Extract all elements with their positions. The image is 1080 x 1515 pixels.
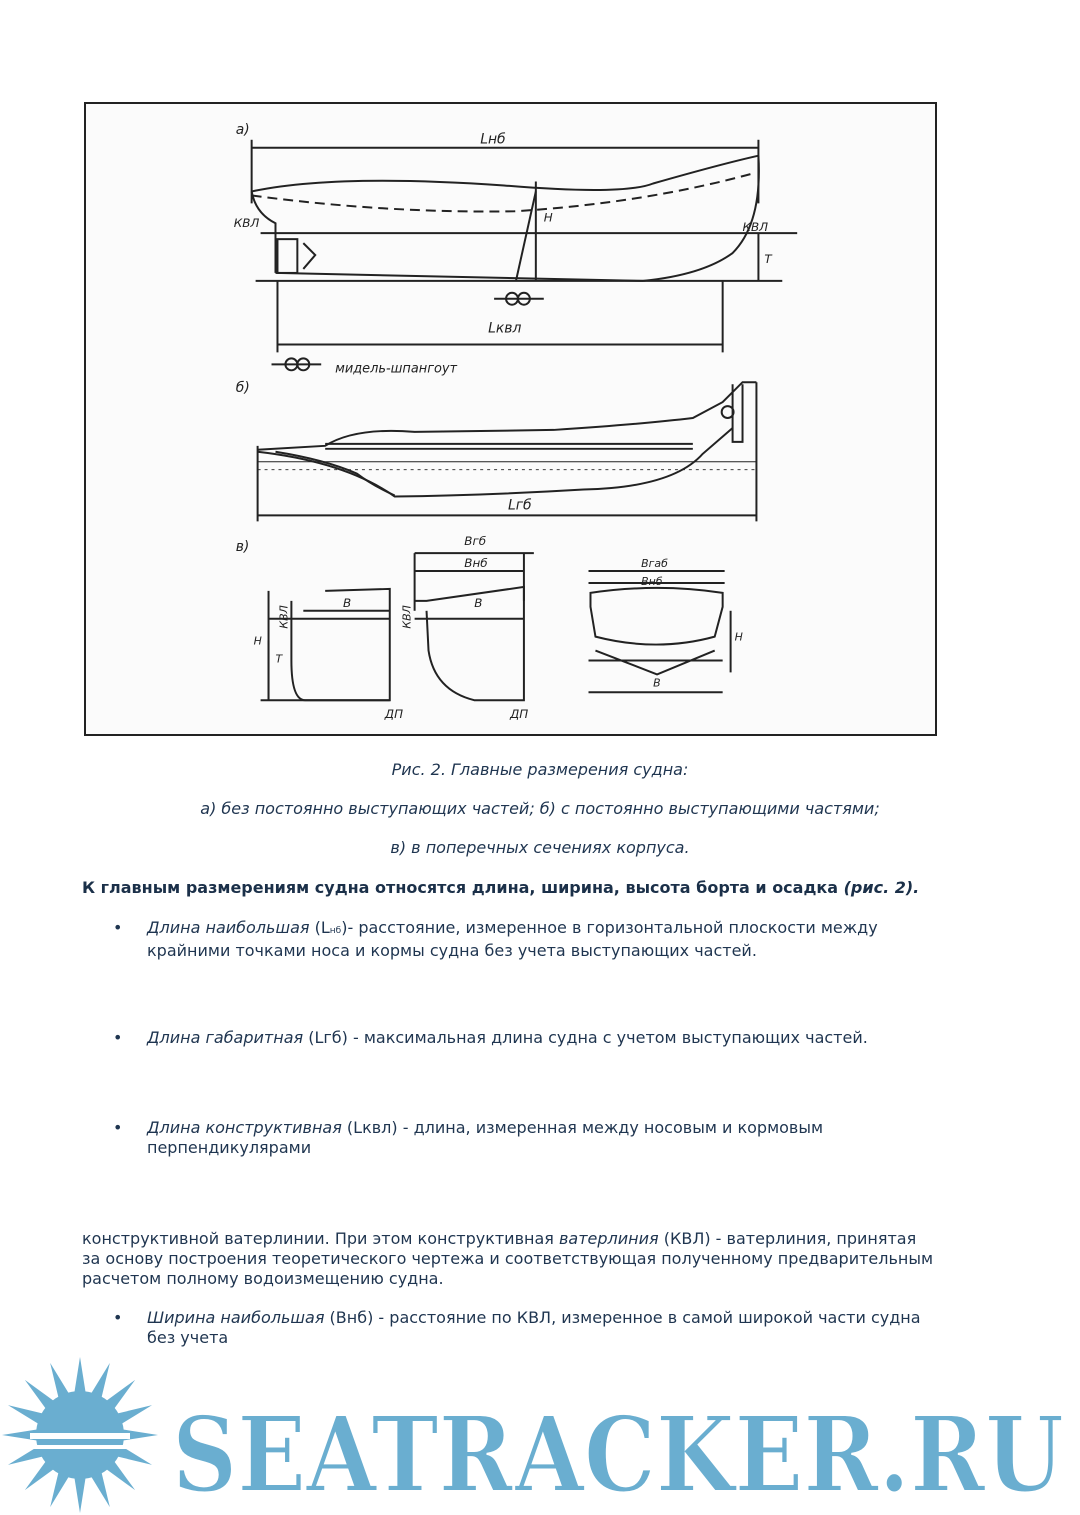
bullet-dot: •	[113, 1028, 123, 1047]
label-midship: мидель-шпангоут	[335, 361, 458, 377]
bullet-dot: •	[113, 1118, 123, 1137]
term-length-overall: Длина габаритная	[147, 1028, 304, 1047]
deck-line	[252, 156, 759, 192]
label-b: б)	[235, 380, 250, 397]
label-bgb: Bгб	[464, 534, 487, 549]
para-line-2: за основу построения теоретического чертежа и соответствующая полученному предварительным	[82, 1249, 934, 1268]
figure-caption-title: Рис. 2. Главные размерения судна:	[391, 760, 689, 779]
waterline-paragraph	[82, 1229, 1012, 1289]
label-h-r: H	[734, 630, 743, 644]
ship-dimensions-figure	[84, 102, 937, 736]
definition-line-1: (Lквл) - длина, измеренная между носовым и кормовым	[341, 1118, 824, 1137]
label-lkvl: Lквл	[488, 320, 522, 337]
para-line-3: расчетом полному водоизмещению судна.	[82, 1269, 444, 1288]
label-lgb: Lгб	[508, 497, 532, 514]
heading-figure-ref: (рис. 2).	[843, 878, 920, 897]
label-b1: B	[343, 595, 352, 610]
label-t-s: T	[275, 652, 283, 666]
label-b2: B	[474, 595, 483, 610]
watermark-text: SEATRACKER.RU	[172, 1393, 1064, 1515]
bullet-dot: •	[113, 1308, 123, 1327]
term-waterline: ватерлиния	[558, 1229, 659, 1248]
seatracker-watermark	[0, 1355, 1080, 1515]
label-bnb2: Bнб	[641, 574, 663, 588]
label-dp2: ДП	[510, 707, 529, 722]
bullet-dot: •	[113, 918, 123, 937]
figure-caption-ab: а) без постоянно выступающих частей; б) с постоянно выступающими частями;	[200, 799, 880, 818]
label-kvl-s2: КВЛ	[400, 605, 414, 629]
para-part-2: (КВЛ) - ватерлиния, принятая	[658, 1229, 917, 1248]
ship-drawing	[86, 104, 935, 734]
label-v: в)	[235, 539, 250, 556]
heading-text: К главным размерениям судна относятся длина, ширина, высота борта и осадка	[82, 878, 844, 897]
label-t: T	[764, 251, 772, 266]
label-bgab: Bгаб	[641, 557, 668, 571]
sun-logo-icon	[2, 1357, 158, 1513]
term-width-max: Ширина наибольшая	[147, 1308, 325, 1327]
term-length-max: Длина наибольшая	[147, 918, 310, 937]
definition-line-2: крайними точками носа и кормы судна без учета выступающих частей.	[147, 941, 757, 960]
term-length-design: Длина конструктивная	[147, 1118, 342, 1137]
label-lnb: Lнб	[480, 131, 506, 148]
watermark-graphic	[0, 1355, 1080, 1515]
term-symbol-close: )	[341, 918, 348, 937]
figure-caption-v: в) в поперечных сечениях корпуса.	[390, 838, 690, 857]
label-bnb: Bнб	[464, 556, 488, 571]
label-h-s: H	[253, 634, 262, 648]
label-kvl-s1: КВЛ	[277, 605, 291, 629]
definition: (Lгб) - максимальная длина судна с учетом выступающих частей.	[303, 1028, 868, 1047]
label-dp1: ДП	[384, 707, 404, 722]
label-b-r: B	[653, 676, 661, 690]
term-subscript: нб	[329, 926, 342, 936]
definition-line-2: перпендикулярами	[147, 1138, 312, 1157]
label-kvl-right: КВЛ	[742, 220, 769, 235]
term-symbol: (L	[309, 918, 330, 937]
label-a: а)	[235, 121, 250, 138]
para-part-1: конструктивной ватерлинии. При этом конструктивная	[82, 1229, 559, 1248]
main-dimensions-heading	[82, 878, 919, 897]
definition-line-2: без учета	[147, 1328, 229, 1347]
label-h: H	[543, 210, 553, 225]
label-kvl-left: КВЛ	[233, 216, 260, 231]
definition-line-1: (Внб) - расстояние по КВЛ, измеренное в самой широкой части судна	[324, 1308, 921, 1327]
definition-line-1: - расстояние, измеренное в горизонтальной плоскости между	[347, 918, 878, 937]
